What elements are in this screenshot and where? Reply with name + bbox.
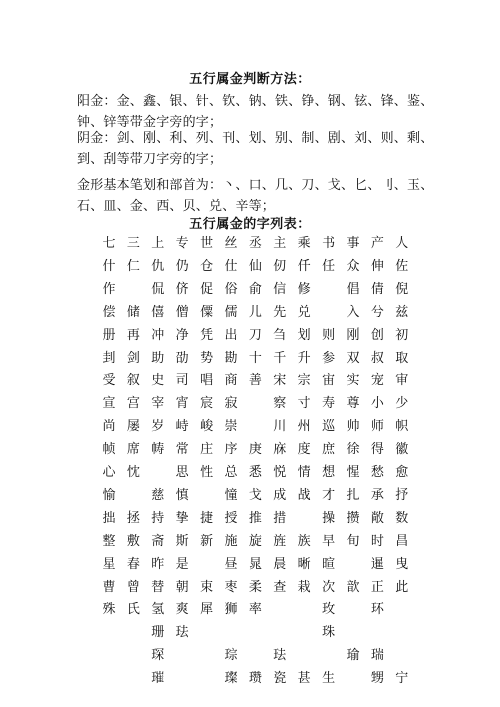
char-cell: 时: [370, 533, 384, 549]
char-cell: 帱: [151, 442, 165, 458]
char-cell: 司: [175, 373, 189, 389]
char-cell: 兑: [297, 304, 311, 320]
char-cell: 晰: [297, 556, 311, 572]
char-cell: 悉: [248, 465, 262, 480]
char-cell: 爽: [175, 602, 189, 618]
char-cell: 察: [273, 396, 287, 412]
char-cell: 初: [395, 327, 409, 343]
char-cell: 帜: [395, 419, 409, 435]
char-cell: 曾: [126, 579, 140, 595]
char-cell: 推: [248, 510, 262, 526]
char-cell: 瓷: [273, 671, 287, 687]
char-cell: 创: [370, 327, 384, 343]
char-cell: 入: [346, 304, 360, 320]
char-cell: 早: [322, 533, 336, 549]
char-cell: 佐: [395, 258, 409, 274]
char-cell: 宋: [273, 373, 287, 389]
char-cell: 寂: [224, 396, 238, 412]
char-cell: 整: [102, 533, 116, 549]
char-cell: 帧: [102, 442, 116, 458]
char-cell: 则: [322, 327, 336, 343]
char-cell: 惺: [346, 465, 360, 480]
char-cell: 帅: [346, 419, 360, 435]
char-cell: 划: [297, 327, 311, 343]
char-cell: 施: [224, 533, 238, 549]
char-cell: 僧: [175, 304, 189, 320]
paragraph-yin-metal: 阴金：剑、刚、利、列、刊、划、别、制、剧、刘、则、剩、到、刮等带刀字旁的字；: [77, 131, 434, 167]
char-cell: 宙: [322, 373, 336, 389]
char-cell: 璀: [151, 671, 165, 687]
char-cell: 常: [175, 442, 189, 458]
char-cell: 宸: [200, 396, 214, 412]
char-cell: 战: [297, 487, 311, 503]
char-cell: 刚: [346, 327, 360, 343]
char-cell: 愉: [102, 487, 116, 503]
char-cell: 双: [346, 350, 360, 366]
char-cell: 栽: [297, 579, 311, 595]
char-cell: 挚: [175, 510, 189, 526]
char-cell: 珊: [151, 625, 165, 641]
char-cell: 勘: [224, 350, 238, 366]
char-cell: 宣: [102, 396, 116, 412]
char-cell: 忱: [126, 465, 140, 480]
char-cell: 成: [273, 487, 287, 503]
char-cell: 乘: [297, 236, 311, 251]
char-cell: 旋: [248, 533, 262, 549]
char-cell: 商: [224, 373, 238, 389]
char-cell: 师: [370, 419, 384, 435]
char-cell: 叔: [370, 350, 384, 366]
char-cell: 殊: [102, 602, 116, 618]
char-cell: 曹: [102, 579, 116, 595]
char-cell: 小: [370, 396, 384, 412]
char-cell: 刍: [273, 327, 287, 343]
char-cell: 珠: [322, 625, 336, 641]
char-cell: 僖: [151, 304, 165, 320]
char-cell: 旌: [273, 533, 287, 549]
char-cell: 环: [370, 602, 384, 618]
char-cell: 川: [273, 419, 287, 435]
char-cell: 枣: [224, 579, 238, 595]
char-cell: 昼: [224, 556, 238, 572]
char-cell: 宵: [175, 396, 189, 412]
char-cell: 宁: [395, 671, 409, 687]
char-cell: 伸: [370, 258, 384, 274]
char-cell: 席: [126, 442, 140, 458]
char-cell: 昌: [395, 533, 409, 549]
char-cell: 晨: [273, 556, 287, 572]
char-cell: 促: [200, 281, 214, 297]
char-cell: 庄: [200, 442, 214, 458]
char-cell: 宰: [151, 396, 165, 412]
char-cell: 斋: [151, 533, 165, 549]
char-cell: 查: [273, 579, 287, 595]
char-cell: 度: [297, 442, 311, 458]
table-title: 五行属金的字列表：: [189, 217, 311, 232]
char-cell: 仟: [297, 258, 311, 274]
char-cell: 斯: [175, 533, 189, 549]
char-cell: 事: [346, 236, 360, 251]
char-cell: 势: [200, 350, 214, 366]
char-cell: 尊: [346, 396, 360, 412]
char-cell: 十: [248, 350, 262, 366]
char-cell: 柔: [248, 579, 262, 595]
char-cell: 实: [346, 373, 360, 389]
char-cell: 人: [395, 236, 409, 251]
char-cell: 庚: [248, 442, 262, 458]
char-cell: 七: [102, 236, 116, 251]
char-cell: 珐: [273, 648, 287, 664]
char-cell: 愈: [395, 465, 409, 480]
char-cell: 氢: [151, 602, 165, 618]
char-cell: 庶: [322, 442, 336, 458]
char-cell: 众: [346, 258, 360, 274]
char-cell: 叙: [126, 373, 140, 389]
char-cell: 凭: [200, 327, 214, 343]
char-cell: 善: [248, 373, 262, 389]
char-cell: 徽: [395, 442, 409, 458]
char-cell: 瑞: [370, 648, 384, 664]
char-cell: 助: [151, 350, 165, 366]
char-cell: 倡: [346, 281, 360, 297]
char-cell: 倩: [370, 281, 384, 297]
char-cell: 俞: [248, 281, 262, 297]
char-cell: 想: [322, 465, 336, 480]
char-cell: 再: [126, 327, 140, 343]
char-cell: 儒: [224, 304, 238, 320]
char-cell: 仁: [126, 258, 140, 274]
char-cell: 次: [322, 579, 336, 595]
char-cell: 史: [151, 373, 165, 389]
char-cell: 扎: [346, 487, 360, 503]
char-cell: 仓: [200, 258, 214, 274]
char-cell: 宠: [370, 373, 384, 389]
char-cell: 瑜: [346, 648, 360, 664]
char-cell: 晁: [248, 556, 262, 572]
char-cell: 狮: [224, 602, 238, 618]
char-cell: 生: [322, 671, 336, 687]
char-cell: 峻: [200, 419, 214, 435]
paragraph-yang-metal: 阳金：金、鑫、银、针、钦、钠、铁、铮、钢、铉、锋、鉴、钟、锌等带金字旁的字；: [77, 94, 434, 130]
char-cell: 俗: [224, 281, 238, 297]
char-cell: 受: [102, 373, 116, 389]
char-cell: 玫: [322, 602, 336, 618]
char-cell: 千: [273, 350, 287, 366]
char-cell: 序: [224, 442, 238, 458]
char-cell: 徐: [346, 442, 360, 458]
char-cell: 歆: [346, 579, 360, 595]
char-cell: 审: [395, 373, 409, 389]
char-cell: 劭: [175, 350, 189, 366]
char-cell: 峙: [175, 419, 189, 435]
char-cell: 思: [175, 465, 189, 480]
char-cell: 倪: [395, 281, 409, 297]
char-cell: 出: [224, 327, 238, 343]
char-cell: 朝: [175, 579, 189, 595]
char-cell: 侪: [175, 281, 189, 297]
char-cell: 仍: [175, 258, 189, 274]
document-title: 五行属金判断方法：: [189, 72, 311, 87]
char-cell: 三: [126, 236, 140, 251]
char-cell: 产: [370, 236, 384, 251]
char-cell: 仕: [224, 258, 238, 274]
char-cell: 新: [200, 533, 214, 549]
char-cell: 什: [102, 258, 116, 274]
char-cell: 丞: [248, 236, 262, 251]
char-cell: 剑: [126, 350, 140, 366]
char-cell: 犀: [200, 602, 214, 618]
char-cell: 世: [200, 236, 214, 251]
char-cell: 储: [126, 304, 140, 320]
char-cell: 春: [126, 556, 140, 572]
char-cell: 此: [395, 579, 409, 595]
char-cell: 侃: [151, 281, 165, 297]
char-cell: 抒: [395, 487, 409, 503]
char-cell: 兹: [395, 304, 409, 320]
char-cell: 措: [273, 510, 287, 526]
char-cell: 捷: [200, 510, 214, 526]
char-cell: 慎: [175, 487, 189, 503]
char-cell: 少: [395, 396, 409, 412]
char-cell: 琮: [224, 648, 238, 664]
char-cell: 氏: [126, 602, 140, 618]
char-cell: 敞: [370, 510, 384, 526]
char-cell: 刀: [248, 327, 262, 343]
char-cell: 才: [322, 487, 336, 503]
char-cell: 儿: [248, 304, 262, 320]
char-cell: 性: [200, 465, 214, 480]
char-cell: 巡: [322, 419, 336, 435]
char-cell: 上: [151, 236, 165, 251]
char-cell: 正: [370, 579, 384, 595]
paragraph-radicals: 金形基本笔划和部首为：丶、口、几、刀、戈、匕、刂、玉、石、皿、金、西、贝、兑、辛等；: [77, 178, 434, 214]
char-cell: 作: [102, 281, 116, 297]
char-cell: 承: [370, 487, 384, 503]
char-cell: 岁: [151, 419, 165, 435]
char-cell: 悦: [273, 465, 287, 480]
char-cell: 是: [175, 556, 189, 572]
char-cell: 持: [151, 510, 165, 526]
char-cell: 率: [248, 602, 262, 618]
char-cell: 瓒: [248, 671, 262, 687]
char-cell: 主: [273, 236, 287, 251]
char-cell: 愁: [370, 465, 384, 480]
char-cell: 寸: [297, 396, 311, 412]
char-cell: 任: [322, 258, 336, 274]
char-cell: 暄: [322, 556, 336, 572]
char-cell: 攒: [346, 510, 360, 526]
char-cell: 琛: [151, 648, 165, 664]
char-cell: 拙: [102, 510, 116, 526]
char-cell: 族: [297, 533, 311, 549]
char-cell: 庥: [273, 442, 287, 458]
char-cell: 束: [200, 579, 214, 595]
char-cell: 冲: [151, 327, 165, 343]
char-cell: 册: [102, 327, 116, 343]
char-cell: 心: [102, 465, 116, 480]
char-cell: 刲: [102, 350, 116, 366]
char-cell: 昨: [151, 556, 165, 572]
char-cell: 宗: [297, 373, 311, 389]
char-cell: 情: [297, 465, 311, 480]
char-cell: 崇: [224, 419, 238, 435]
char-cell: 兮: [370, 304, 384, 320]
char-cell: 仇: [151, 258, 165, 274]
char-cell: 操: [322, 510, 336, 526]
char-cell: 净: [175, 327, 189, 343]
char-cell: 屡: [126, 419, 140, 435]
char-cell: 丝: [224, 236, 238, 251]
char-cell: 信: [273, 281, 287, 297]
char-cell: 仙: [248, 258, 262, 274]
char-cell: 仞: [273, 258, 287, 274]
char-cell: 数: [395, 510, 409, 526]
char-cell: 总: [224, 465, 238, 480]
char-cell: 先: [273, 304, 287, 320]
char-cell: 取: [395, 350, 409, 366]
char-cell: 慈: [151, 487, 165, 503]
char-cell: 拯: [126, 510, 140, 526]
char-cell: 州: [297, 419, 311, 435]
char-cell: 暹: [370, 556, 384, 572]
char-cell: 升: [297, 350, 311, 366]
char-cell: 憧: [224, 487, 238, 503]
char-cell: 修: [297, 281, 311, 297]
char-cell: 甥: [370, 671, 384, 687]
char-cell: 专: [175, 236, 189, 251]
char-cell: 曳: [395, 556, 409, 572]
char-cell: 唱: [200, 373, 214, 389]
char-cell: 替: [151, 579, 165, 595]
char-cell: 得: [370, 442, 384, 458]
char-cell: 璨: [224, 671, 238, 687]
char-cell: 书: [322, 236, 336, 251]
char-cell: 寿: [322, 396, 336, 412]
char-cell: 偿: [102, 304, 116, 320]
char-cell: 宫: [126, 396, 140, 412]
char-cell: 僳: [200, 304, 214, 320]
char-cell: 旬: [346, 533, 360, 549]
char-cell: 戈: [248, 487, 262, 503]
char-cell: 授: [224, 510, 238, 526]
char-cell: 甚: [297, 671, 311, 687]
char-cell: 参: [322, 350, 336, 366]
char-cell: 珐: [175, 625, 189, 641]
char-cell: 敷: [126, 533, 140, 549]
char-cell: 星: [102, 556, 116, 572]
char-cell: 尚: [102, 419, 116, 435]
